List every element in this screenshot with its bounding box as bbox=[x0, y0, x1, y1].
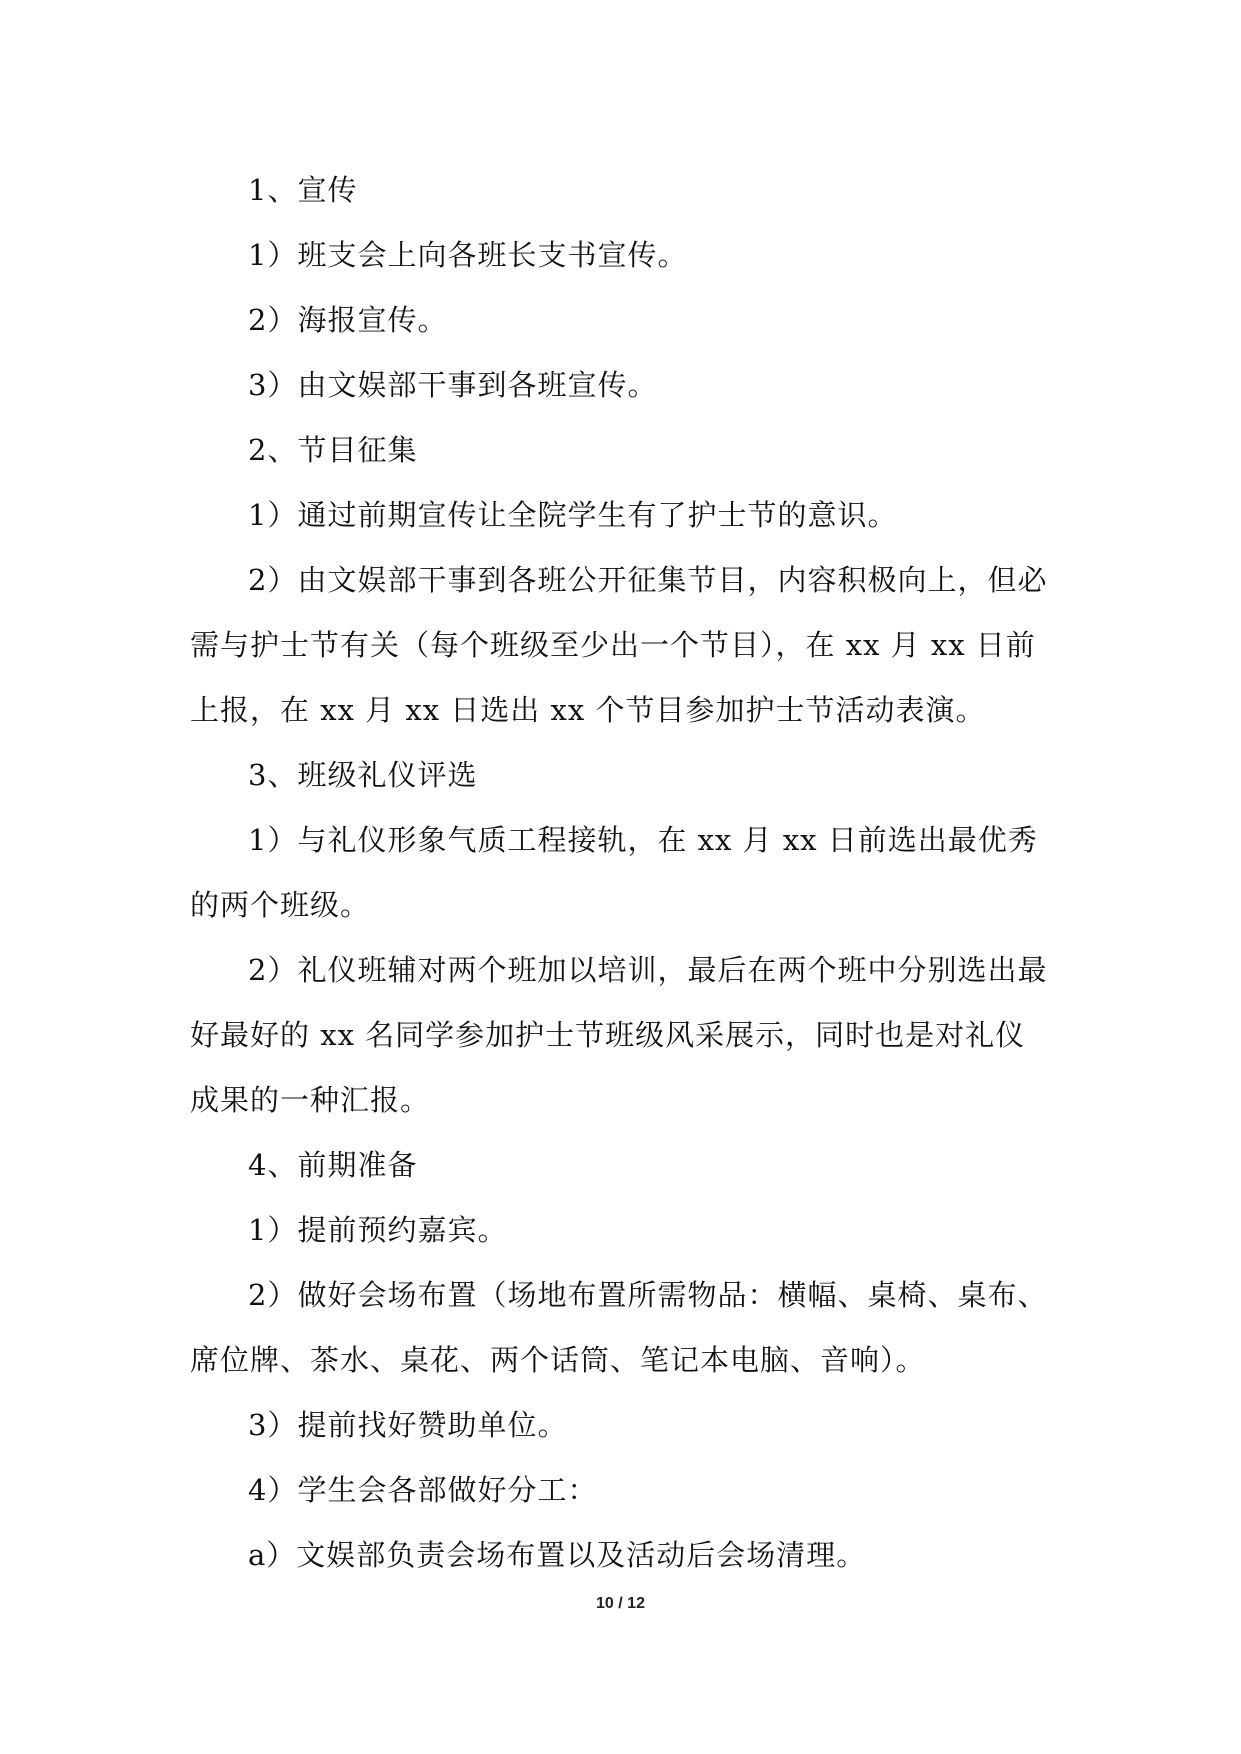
paragraph: 2）礼仪班辅对两个班加以培训，最后在两个班中分别选出最好最好的 xx 名同学参加护士节班级风采展示，同时也是对礼仪成果的一种汇报。 bbox=[190, 953, 1048, 1117]
page-number: 10 / 12 bbox=[596, 1595, 645, 1612]
document-body bbox=[190, 158, 1055, 1588]
paragraph: 2）由文娱部干事到各班公开征集节目，内容积极向上，但必需与护士节有关（每个班级至少出一个节目），在 xx 月 xx 日前上报，在 xx 月 xx 日选出 xx 个节目参加护士节活动表演。 bbox=[190, 563, 1048, 727]
paragraph: 2）海报宣传。 bbox=[248, 303, 448, 337]
paragraph: 1）与礼仪形象气质工程接轨，在 xx 月 xx 日前选出最优秀的两个班级。 bbox=[190, 823, 1038, 922]
paragraph-heading-3: 3、班级礼仪评选 bbox=[248, 758, 478, 792]
paragraph: 2）做好会场布置（场地布置所需物品：横幅、桌椅、桌布、席位牌、茶水、桌花、两个话筒、笔记本电脑、音响）。 bbox=[190, 1278, 1048, 1377]
paragraph-heading-2: 2、节目征集 bbox=[248, 433, 418, 467]
paragraph: 3）由文娱部干事到各班宣传。 bbox=[248, 368, 658, 402]
paragraph: 1）通过前期宣传让全院学生有了护士节的意识。 bbox=[248, 498, 898, 532]
paragraph: 1）班支会上向各班长支书宣传。 bbox=[248, 238, 688, 272]
paragraph-heading-4: 4、前期准备 bbox=[248, 1148, 418, 1182]
paragraph: 3）提前找好赞助单位。 bbox=[248, 1408, 568, 1442]
paragraph-heading-1: 1、宣传 bbox=[248, 173, 358, 207]
paragraph: 1）提前预约嘉宾。 bbox=[248, 1213, 508, 1247]
paragraph: 4）学生会各部做好分工： bbox=[248, 1473, 598, 1507]
paragraph: a）文娱部负责会场布置以及活动后会场清理。 bbox=[248, 1538, 867, 1572]
